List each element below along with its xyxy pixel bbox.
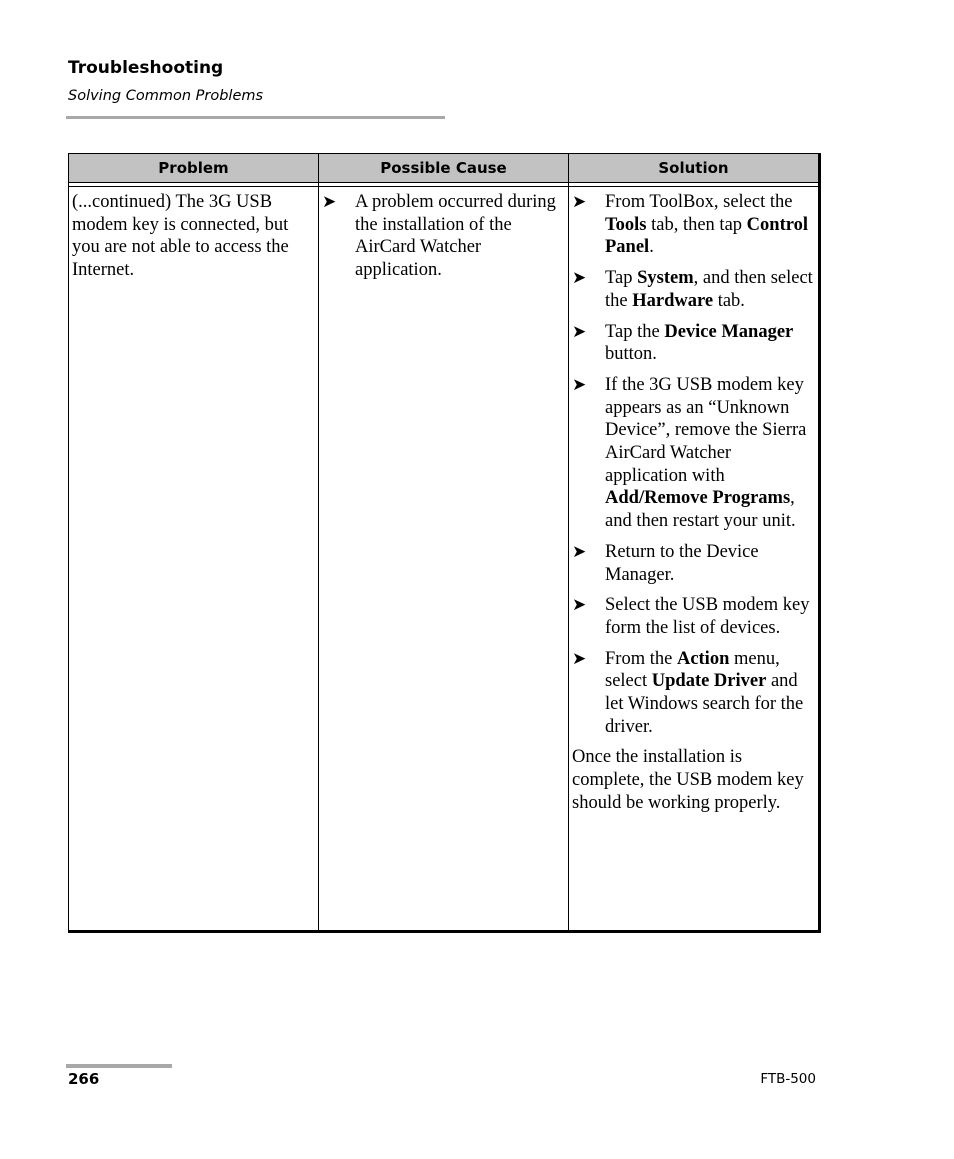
column-header-cause: Possible Cause	[319, 154, 569, 183]
step-text-run: , and then restart your unit.	[605, 488, 796, 532]
column-header-problem: Problem	[69, 154, 319, 183]
step-text-run: tab.	[713, 290, 745, 311]
solution-closing-note: Once the installation is complete, the USB modem key should be working properly.	[572, 747, 804, 813]
solution-step-text	[605, 322, 793, 365]
step-text-run: Select the USB modem key form the list of devices.	[605, 595, 810, 638]
bold-term: System	[637, 268, 694, 289]
step-text-run: , and then select the	[605, 268, 813, 311]
column-header-solution: Solution	[569, 154, 820, 183]
bold-term: Action	[676, 648, 730, 669]
solution-step	[572, 648, 814, 739]
step-text-run: From ToolBox, select the	[605, 192, 793, 212]
arrow-bullet-icon: ➤	[322, 192, 337, 212]
cause-item	[322, 191, 564, 282]
bold-term: Tools	[605, 214, 647, 235]
step-text-run: From the	[605, 648, 677, 669]
step-text-run: Tap the	[605, 321, 665, 342]
bold-term: Add/Remove Programs	[605, 488, 791, 509]
step-text-run: .	[649, 237, 654, 258]
header-divider	[66, 116, 445, 119]
arrow-bullet-icon: ➤	[572, 321, 587, 342]
step-text-run: tab, then tap	[646, 214, 747, 235]
bold-term: Update Driver	[651, 671, 767, 692]
arrow-bullet-icon: ➤	[572, 595, 587, 616]
table-row	[69, 187, 820, 932]
bold-term: Device Manager	[664, 321, 794, 342]
solution-step	[572, 541, 814, 586]
arrow-bullet-icon: ➤	[572, 541, 587, 562]
solution-step-text	[605, 375, 806, 531]
solution-step	[572, 594, 814, 639]
product-name: FTB-500	[760, 1071, 816, 1087]
bold-term: Control Panel	[605, 214, 808, 258]
bold-term: Hardware	[632, 290, 714, 311]
arrow-bullet-icon: ➤	[572, 374, 587, 395]
step-text-run: If the 3G USB modem key appears as an “Unknown Device”, remove the Sierra AirCard Watcher application with	[605, 374, 807, 486]
solution-step-text	[605, 192, 808, 257]
section-title: Troubleshooting	[68, 58, 224, 78]
solution-step	[572, 321, 814, 366]
solution-step-text	[605, 268, 813, 311]
arrow-bullet-icon: ➤	[572, 268, 587, 289]
arrow-bullet-icon: ➤	[572, 192, 587, 212]
solution-step	[572, 267, 814, 312]
solution-step	[572, 374, 814, 533]
solution-step-text	[605, 649, 803, 737]
page-number: 266	[68, 1070, 100, 1088]
step-text-run: menu, select	[605, 648, 780, 692]
step-text-run: Return to the Device Manager.	[605, 541, 759, 585]
problem-cell: (...continued) The 3G USB modem key is connected, but you are not able to access the Internet.	[69, 187, 319, 932]
solution-step-text	[605, 595, 810, 638]
arrow-bullet-icon: ➤	[572, 648, 587, 669]
step-text-run: and let Windows search for the driver.	[605, 671, 804, 737]
solution-step-text	[605, 542, 759, 585]
solution-steps-list	[572, 191, 814, 738]
solution-cell	[569, 187, 820, 932]
solution-step	[572, 191, 814, 259]
cause-cell	[319, 187, 569, 932]
step-text-run: Tap	[605, 268, 638, 289]
section-subtitle: Solving Common Problems	[68, 88, 264, 104]
cause-text: A problem occurred during the installation of the AirCard Watcher application.	[355, 192, 556, 281]
table-header-row	[69, 154, 820, 183]
footer-divider	[66, 1064, 172, 1068]
troubleshooting-table	[68, 153, 821, 933]
step-text-run: button.	[605, 344, 657, 365]
